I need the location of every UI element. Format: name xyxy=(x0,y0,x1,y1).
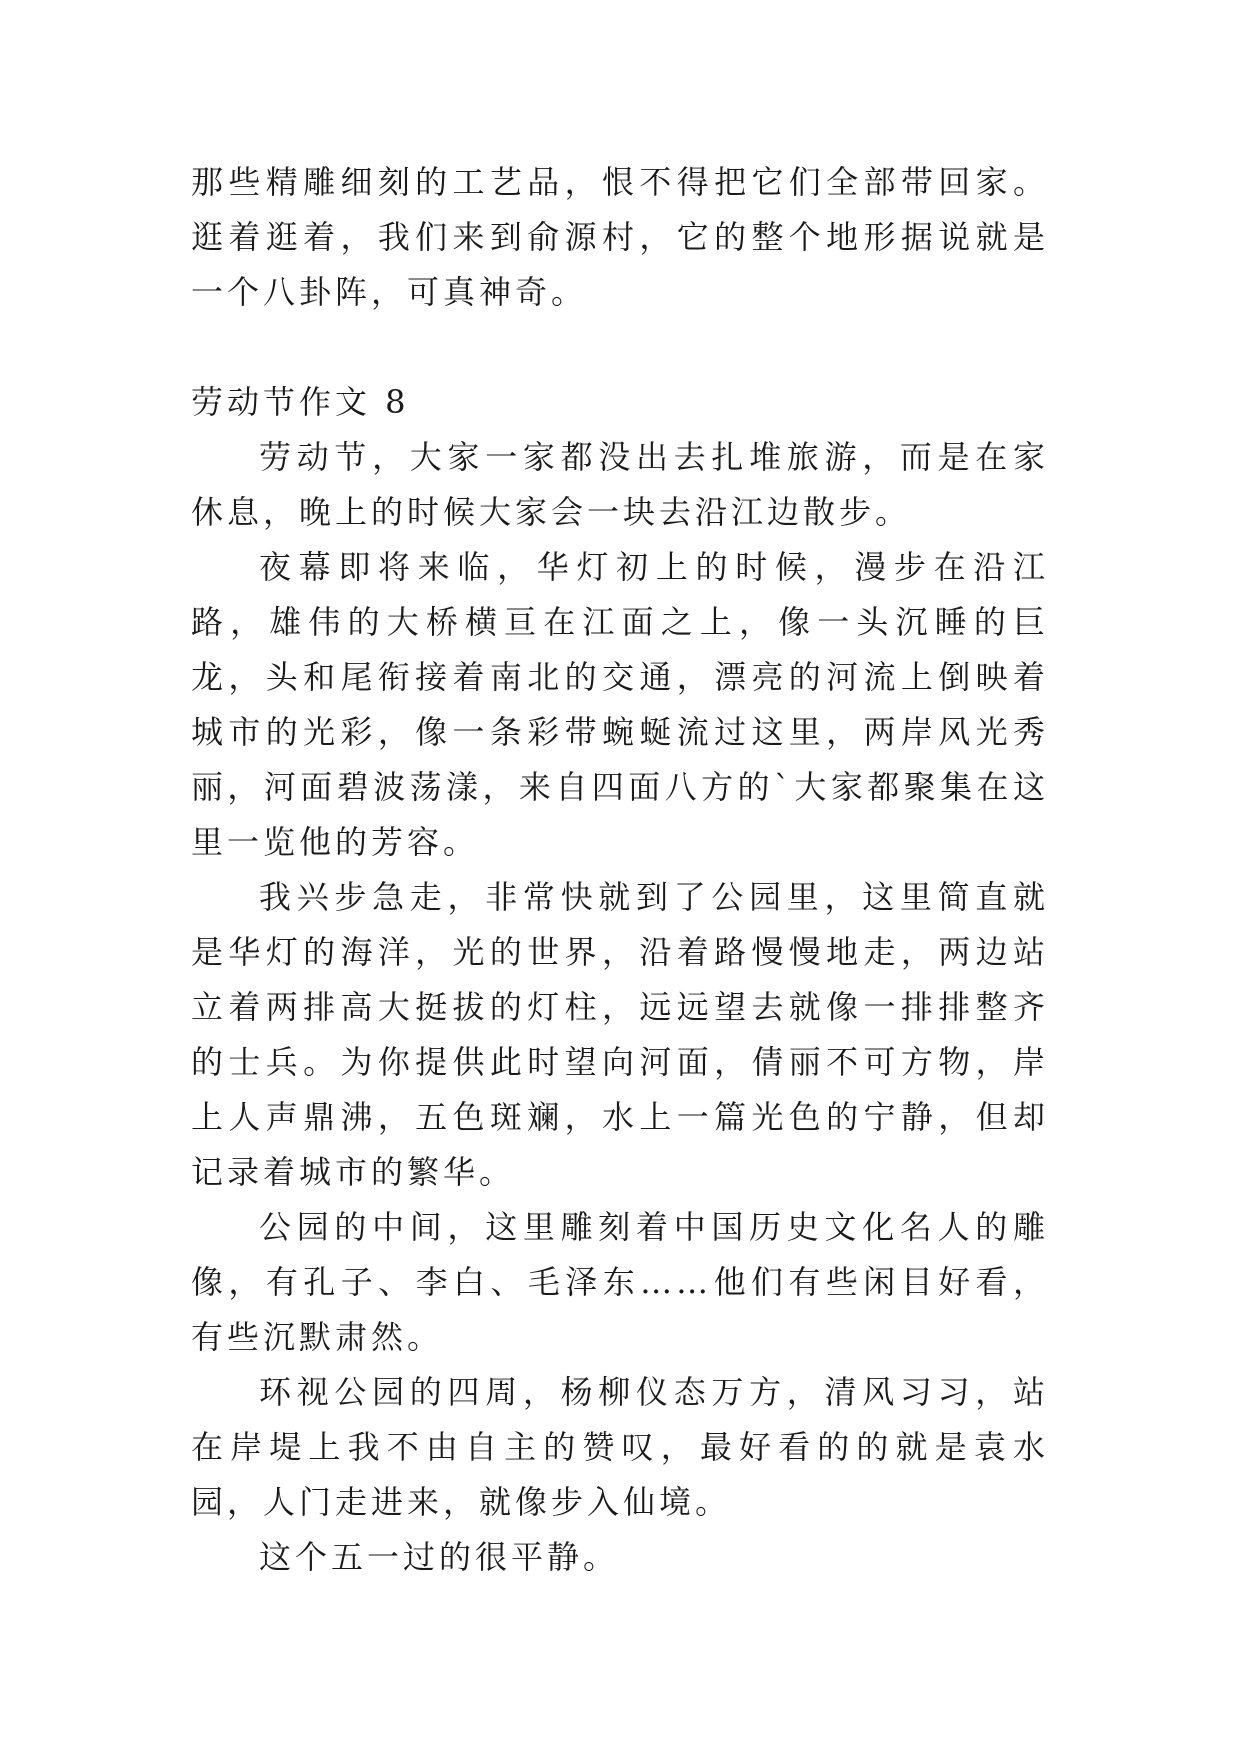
essay-paragraph-5: 环视公园的四周，杨柳仪态万方，清风习习，站在岸堤上我不由自主的赞叹，最好看的的就是袁水园，人门走进来，就像步入仙境。 xyxy=(191,1373,1049,1521)
essay-paragraph-6: 这个五一过的很平静。 xyxy=(259,1538,620,1576)
essay-paragraph-4: 公园的中间，这里雕刻着中国历史文化名人的雕像，有孔子、李白、毛泽东……他们有些闲目好看，有些沉默肃然。 xyxy=(191,1208,1049,1356)
essay-paragraph-3: 我兴步急走，非常快就到了公园里，这里简直就是华灯的海洋，光的世界，沿着路慢慢地走，两边站立着两排高大挺拔的灯柱，远远望去就像一排排整齐的士兵。为你提供此时望向河面，倩丽不可方物，岸上人声鼎沸，五色斑斓，水上一篇光色的宁静，但却记录着城市的繁华。 xyxy=(191,878,1049,1191)
intro-paragraph: 那些精雕细刻的工艺品，恨不得把它们全部带回家。逛着逛着，我们来到俞源村，它的整个地形据说就是一个八卦阵，可真神奇。 xyxy=(191,163,1049,311)
essay-paragraph-2: 夜幕即将来临，华灯初上的时候，漫步在沿江路，雄伟的大桥横亘在江面之上，像一头沉睡的巨龙，头和尾衔接着南北的交通，漂亮的河流上倒映着城市的光彩，像一条彩带蜿蜒流过这里，两岸风光秀丽，河面碧波荡漾，来自四面八方的`大家都聚集在这里一览他的芳容。 xyxy=(191,548,1049,861)
document-body xyxy=(191,155,1049,1585)
essay-title: 劳动节作文 8 xyxy=(191,383,410,421)
essay-paragraph-1: 劳动节，大家一家都没出去扎堆旅游，而是在家休息，晚上的时候大家会一块去沿江边散步。 xyxy=(191,438,1049,531)
